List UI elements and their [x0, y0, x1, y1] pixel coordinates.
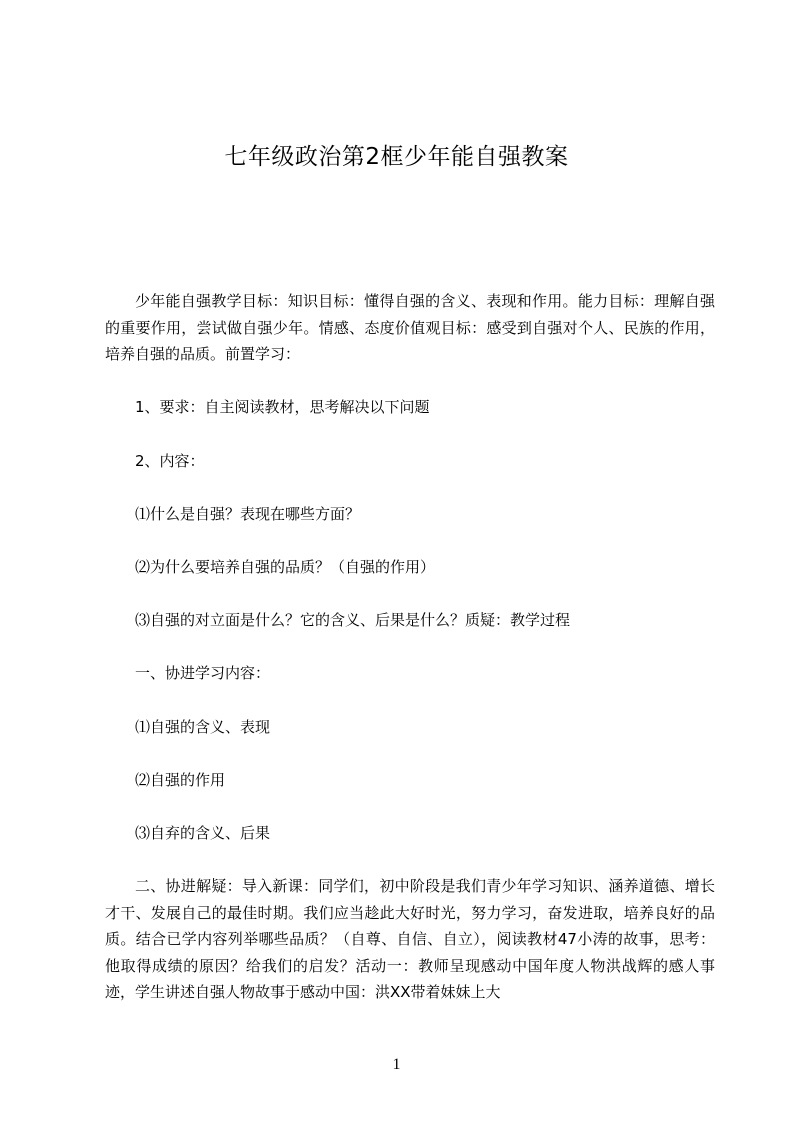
question-2: ⑵为什么要培养自强的品质？（自强的作用）: [135, 558, 436, 576]
section-1-item-2: ⑵自强的作用: [135, 771, 226, 789]
question-3: ⑶自强的对立面是什么？它的含义、后果是什么？质疑：教学过程: [135, 611, 571, 629]
page-number: 1: [392, 1056, 401, 1073]
section-1-item-1: ⑴自强的含义、表现: [135, 718, 271, 736]
document-title: 七年级政治第2框少年能自强教案: [224, 144, 569, 170]
paragraph-content-heading: 2、内容：: [135, 452, 205, 470]
question-1: ⑴什么是自强？表现在哪些方面？: [135, 505, 361, 523]
section-2-paragraph: 二、协进解疑：导入新课：同学们，初中阶段是我们青少年学习知识、涵养道德、增长才干、发展自己的最佳时期。我们应当趁此大好时光，努力学习，奋发进取，培养良好的品质。结合已学内容列举哪些品质？（自尊、自信、自立），阅读教材47小涛的故事，思考：他取得成绩的原因？给我们的启发？活动一：教师呈现感动中国年度人物洪战辉的感人事迹，学生讲述自强人物故事于感动中国：洪XX带着妹妹上大: [105, 877, 715, 1001]
section-1-heading: 一、协进学习内容：: [135, 664, 271, 682]
paragraph-requirement: 1、要求：自主阅读教材，思考解决以下问题: [135, 398, 430, 416]
paragraph-objectives: 少年能自强教学目标：知识目标：懂得自强的含义、表现和作用。能力目标：理解自强的重要作用，尝试做自强少年。情感、态度价值观目标：感受到自强对个人、民族的作用，培养自强的品质。前置学习：: [105, 292, 715, 363]
section-1-item-3: ⑶自弃的含义、后果: [135, 824, 271, 842]
